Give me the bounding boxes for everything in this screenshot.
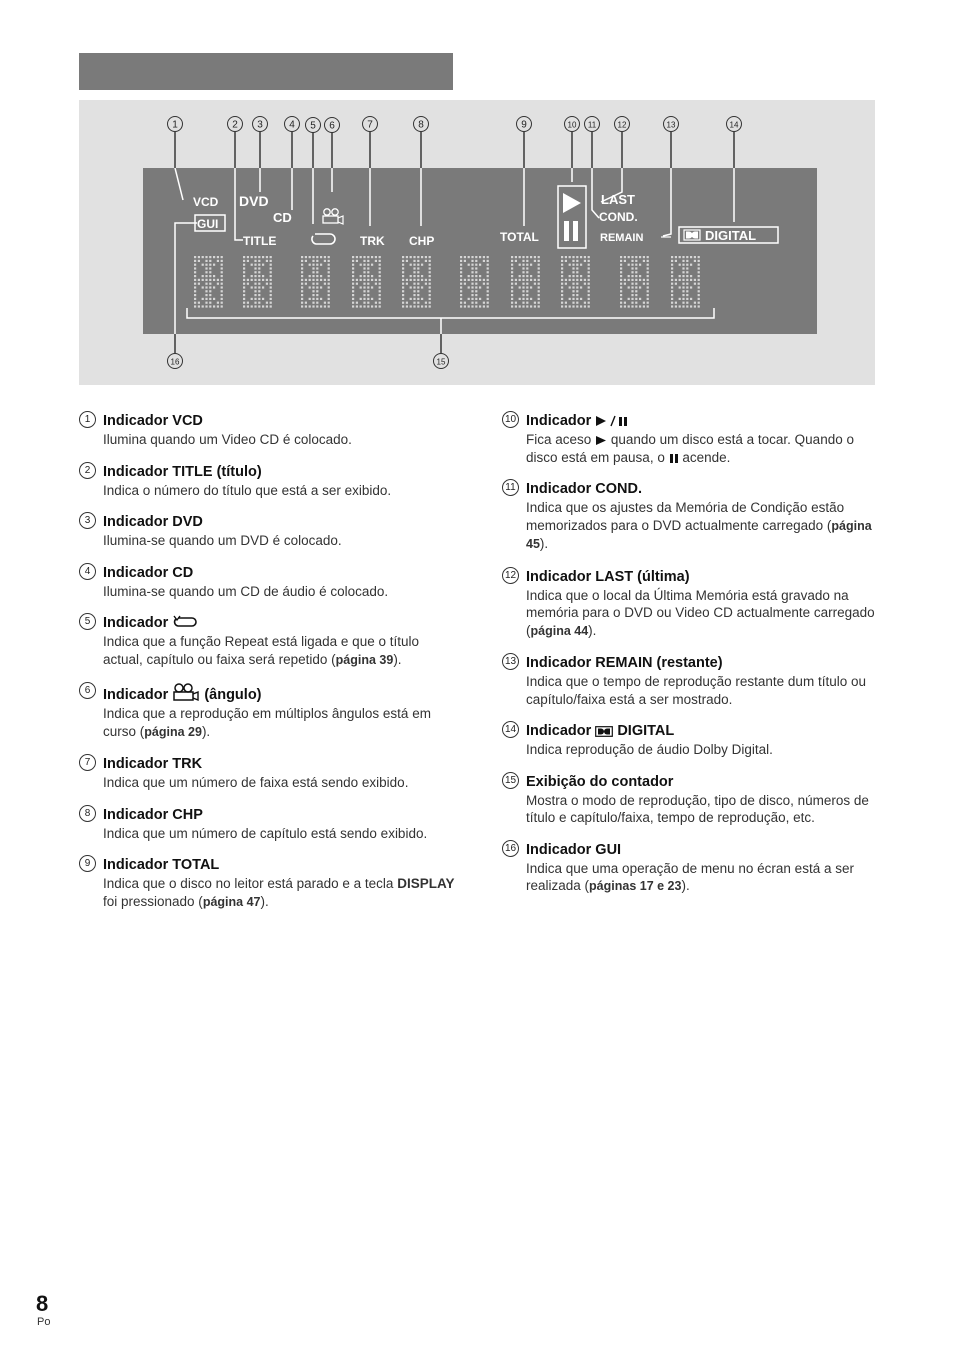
item-title (103, 412, 459, 431)
description-item (79, 564, 459, 601)
callout-number (434, 354, 449, 369)
svg-text:12: 12 (617, 120, 627, 130)
item-number-badge: 6 (79, 682, 96, 699)
item-desc-text-3: acende. (682, 449, 731, 465)
item-title-text: Indicador (526, 723, 592, 739)
item-title (526, 654, 882, 673)
item-desc-text: Indica que a reprodução em múltiplos ângulos está em curso ( (103, 706, 431, 739)
callout-number (168, 354, 183, 369)
item-desc-text: Fica aceso (526, 432, 592, 447)
item-number-badge: 7 (79, 754, 96, 771)
item-title (526, 412, 882, 431)
item-desc-text: Indica reprodução de áudio Dolby Digital. (526, 742, 773, 757)
description-item (79, 806, 459, 843)
lcd-label-vcd: VCD (193, 195, 219, 209)
page-number: 8 (36, 1291, 49, 1316)
description-item (502, 568, 882, 641)
item-desc-text: Indica que o disco no leitor está parado e a tecla (103, 876, 398, 891)
item-number-badge: 13 (502, 653, 519, 670)
item-desc-text: Indica que o tempo de reprodução restante dum título ou capítulo/faixa está a ser mostrado. (526, 674, 866, 707)
item-title-text: Indicador CHP (103, 806, 203, 823)
pause-icon (669, 453, 679, 464)
item-desc-text-2: quando um disco está a tocar. Quando o disco está em pausa, o (526, 432, 854, 465)
page-reference: página 29 (144, 724, 202, 739)
description-item (502, 773, 882, 827)
callout-number (585, 117, 600, 132)
lcd-label-gui: GUI (197, 217, 219, 231)
item-number-badge: 11 (502, 479, 519, 496)
page-reference: página 44 (530, 623, 589, 638)
svg-text:4: 4 (289, 119, 295, 131)
dolby-icon (595, 726, 613, 737)
callout-number (363, 117, 378, 132)
display-diagram (79, 100, 875, 385)
item-desc-tail: ). (681, 878, 690, 893)
item-description (103, 875, 459, 911)
item-description (103, 705, 459, 741)
item-title (103, 463, 459, 482)
item-number-badge: 2 (79, 462, 96, 479)
item-number-badge: 9 (79, 855, 96, 872)
item-desc-text: Indica que uma operação de menu no écran está a ser realizada ( (526, 860, 854, 893)
right-description-column (502, 412, 882, 910)
item-number-badge: 5 (79, 613, 96, 630)
item-desc-tail: ). (260, 893, 269, 909)
item-desc-tail: ). (539, 536, 549, 551)
description-item (79, 856, 459, 911)
item-title-text: Indicador (103, 615, 169, 631)
item-title-text: Indicador (103, 687, 169, 703)
item-title (103, 564, 459, 583)
svg-text:6: 6 (329, 120, 335, 132)
svg-text:2: 2 (232, 119, 238, 131)
item-title (526, 722, 882, 741)
item-title (103, 513, 459, 532)
callout-number (168, 117, 183, 132)
lcd-label-cond: COND. (599, 210, 638, 224)
item-title (526, 480, 882, 499)
svg-text:5: 5 (310, 120, 316, 132)
svg-text:11: 11 (587, 120, 597, 130)
item-desc-tail: ). (393, 651, 402, 667)
description-item (79, 683, 459, 741)
description-item (79, 463, 459, 500)
description-item (502, 722, 882, 759)
item-desc-text: Indica o número do título que está a ser exibido. (103, 482, 392, 498)
item-description (526, 673, 882, 708)
item-desc-tail: ). (588, 622, 597, 638)
play-pause-icon (595, 415, 629, 427)
item-description (103, 482, 459, 500)
item-title (103, 614, 459, 633)
svg-text:14: 14 (729, 120, 739, 130)
item-number-badge: 12 (502, 567, 519, 584)
lcd-label-title: TITLE (243, 234, 277, 248)
item-description (526, 499, 882, 554)
svg-text:16: 16 (170, 357, 180, 367)
page-language: Po (37, 1316, 51, 1328)
svg-text:13: 13 (666, 120, 676, 130)
item-title-text: Indicador REMAIN (restante) (526, 655, 723, 671)
item-desc-tail: ). (201, 723, 211, 739)
page-reference: página 39 (335, 652, 394, 667)
lcd-label-digital: DIGITAL (705, 228, 757, 243)
item-description (526, 741, 882, 759)
item-desc-text: Indica que um número de faixa está sendo exibido. (103, 775, 409, 790)
callout-number (664, 117, 679, 132)
item-title-text: Indicador TITLE (título) (103, 463, 262, 480)
lcd-label-chp: CHP (409, 234, 435, 248)
item-title (103, 856, 459, 875)
item-title (526, 773, 882, 792)
callout-number (253, 117, 268, 132)
section-header-bar (79, 53, 453, 90)
item-number-badge: 3 (79, 512, 96, 529)
item-title (526, 841, 882, 860)
svg-text:9: 9 (521, 119, 527, 131)
item-title-text: Indicador GUI (526, 841, 622, 858)
item-title-text: Exibição do contador (526, 773, 674, 790)
repeat-icon (172, 615, 198, 629)
callout-number (517, 117, 532, 132)
item-number-badge: 8 (79, 805, 96, 822)
description-item (502, 841, 882, 896)
angle-camera-icon (172, 683, 200, 701)
item-description (103, 532, 459, 550)
display-panel-figure (79, 100, 875, 385)
svg-text:1: 1 (172, 119, 178, 131)
item-desc-text: Ilumina quando um Video CD é colocado. (103, 432, 352, 447)
item-title-text: Indicador LAST (última) (526, 568, 690, 585)
callout-number (285, 117, 300, 132)
description-item (502, 654, 882, 708)
item-title-suffix: DIGITAL (617, 723, 675, 739)
item-description (103, 431, 459, 449)
lcd-label-total: TOTAL (500, 230, 539, 244)
callout-number (306, 118, 321, 133)
callout-number (414, 117, 429, 132)
page-reference: página 47 (202, 894, 261, 909)
lcd-label-last: LAST (601, 192, 635, 207)
lcd-label-cd: CD (273, 210, 292, 225)
callout-number (325, 118, 340, 133)
item-title-text: Indicador CD (103, 564, 194, 581)
item-desc-text: Ilumina-se quando um DVD é colocado. (103, 533, 342, 548)
item-title-suffix: (ângulo) (204, 687, 262, 703)
item-desc-text: Ilumina-se quando um CD de áudio é colocado. (103, 583, 389, 599)
svg-text:8: 8 (418, 119, 424, 131)
item-title (526, 568, 882, 587)
description-item (79, 412, 459, 449)
item-number-badge: 14 (502, 721, 519, 738)
item-number-badge: 4 (79, 563, 96, 580)
lcd-label-trk: TRK (360, 234, 385, 248)
svg-text:10: 10 (567, 120, 577, 130)
callout-number (565, 117, 580, 132)
item-number-badge: 1 (79, 411, 96, 428)
item-description (103, 583, 459, 601)
item-description (526, 860, 882, 896)
item-title-text: Indicador VCD (103, 413, 203, 429)
item-description (103, 633, 459, 669)
item-desc-text: Indica que o local da Última Memória está gravado na memória para o DVD ou Video CD actualmente carregado ( (526, 587, 875, 638)
lcd-label-dvd: DVD (239, 193, 269, 209)
item-title (103, 683, 459, 705)
item-number-badge: 16 (502, 840, 519, 857)
item-description (103, 825, 459, 843)
item-title-text: Indicador DVD (103, 514, 203, 530)
item-title-text: Indicador COND. (526, 481, 643, 497)
item-number-badge: 15 (502, 772, 519, 789)
description-item (79, 755, 459, 792)
item-description (526, 587, 882, 641)
callout-number (615, 117, 630, 132)
callout-number (228, 117, 243, 132)
item-title-text: Indicador (526, 413, 592, 429)
description-item (502, 480, 882, 554)
svg-text:15: 15 (436, 357, 446, 367)
item-description (526, 792, 882, 827)
play-icon (595, 435, 607, 446)
description-item (502, 412, 882, 466)
item-desc-bold: DISPLAY (397, 876, 455, 891)
item-desc-text: Indica que os ajustes da Memória de Condição estão memorizados para o DVD actualmente carregado ( (526, 500, 845, 533)
item-desc-text: Indica que um número de capítulo está sendo exibido. (103, 825, 428, 841)
item-title (103, 806, 459, 825)
left-description-column (79, 412, 459, 925)
item-description (526, 431, 882, 466)
svg-text:3: 3 (257, 119, 263, 131)
svg-text:7: 7 (367, 119, 373, 131)
item-description (103, 774, 459, 792)
description-item (79, 513, 459, 550)
item-title-text: Indicador TRK (103, 756, 203, 772)
item-desc-text: Indica que a função Repeat está ligada e que o título actual, capítulo ou faixa será repetido ( (103, 634, 419, 667)
item-title-text: Indicador TOTAL (103, 857, 220, 873)
item-title (103, 755, 459, 774)
lcd-label-remain: REMAIN (600, 232, 644, 244)
item-number-badge: 10 (502, 411, 519, 428)
description-item (79, 614, 459, 669)
item-desc-text-2: foi pressionado ( (103, 893, 203, 909)
page-reference: páginas 17 e 23 (589, 879, 682, 893)
item-desc-text: Mostra o modo de reprodução, tipo de disco, números de título e capítulo/faixa, tempo de reprodução, etc. (526, 792, 869, 825)
page-reference: página 45 (526, 518, 872, 551)
callout-number (727, 117, 742, 132)
